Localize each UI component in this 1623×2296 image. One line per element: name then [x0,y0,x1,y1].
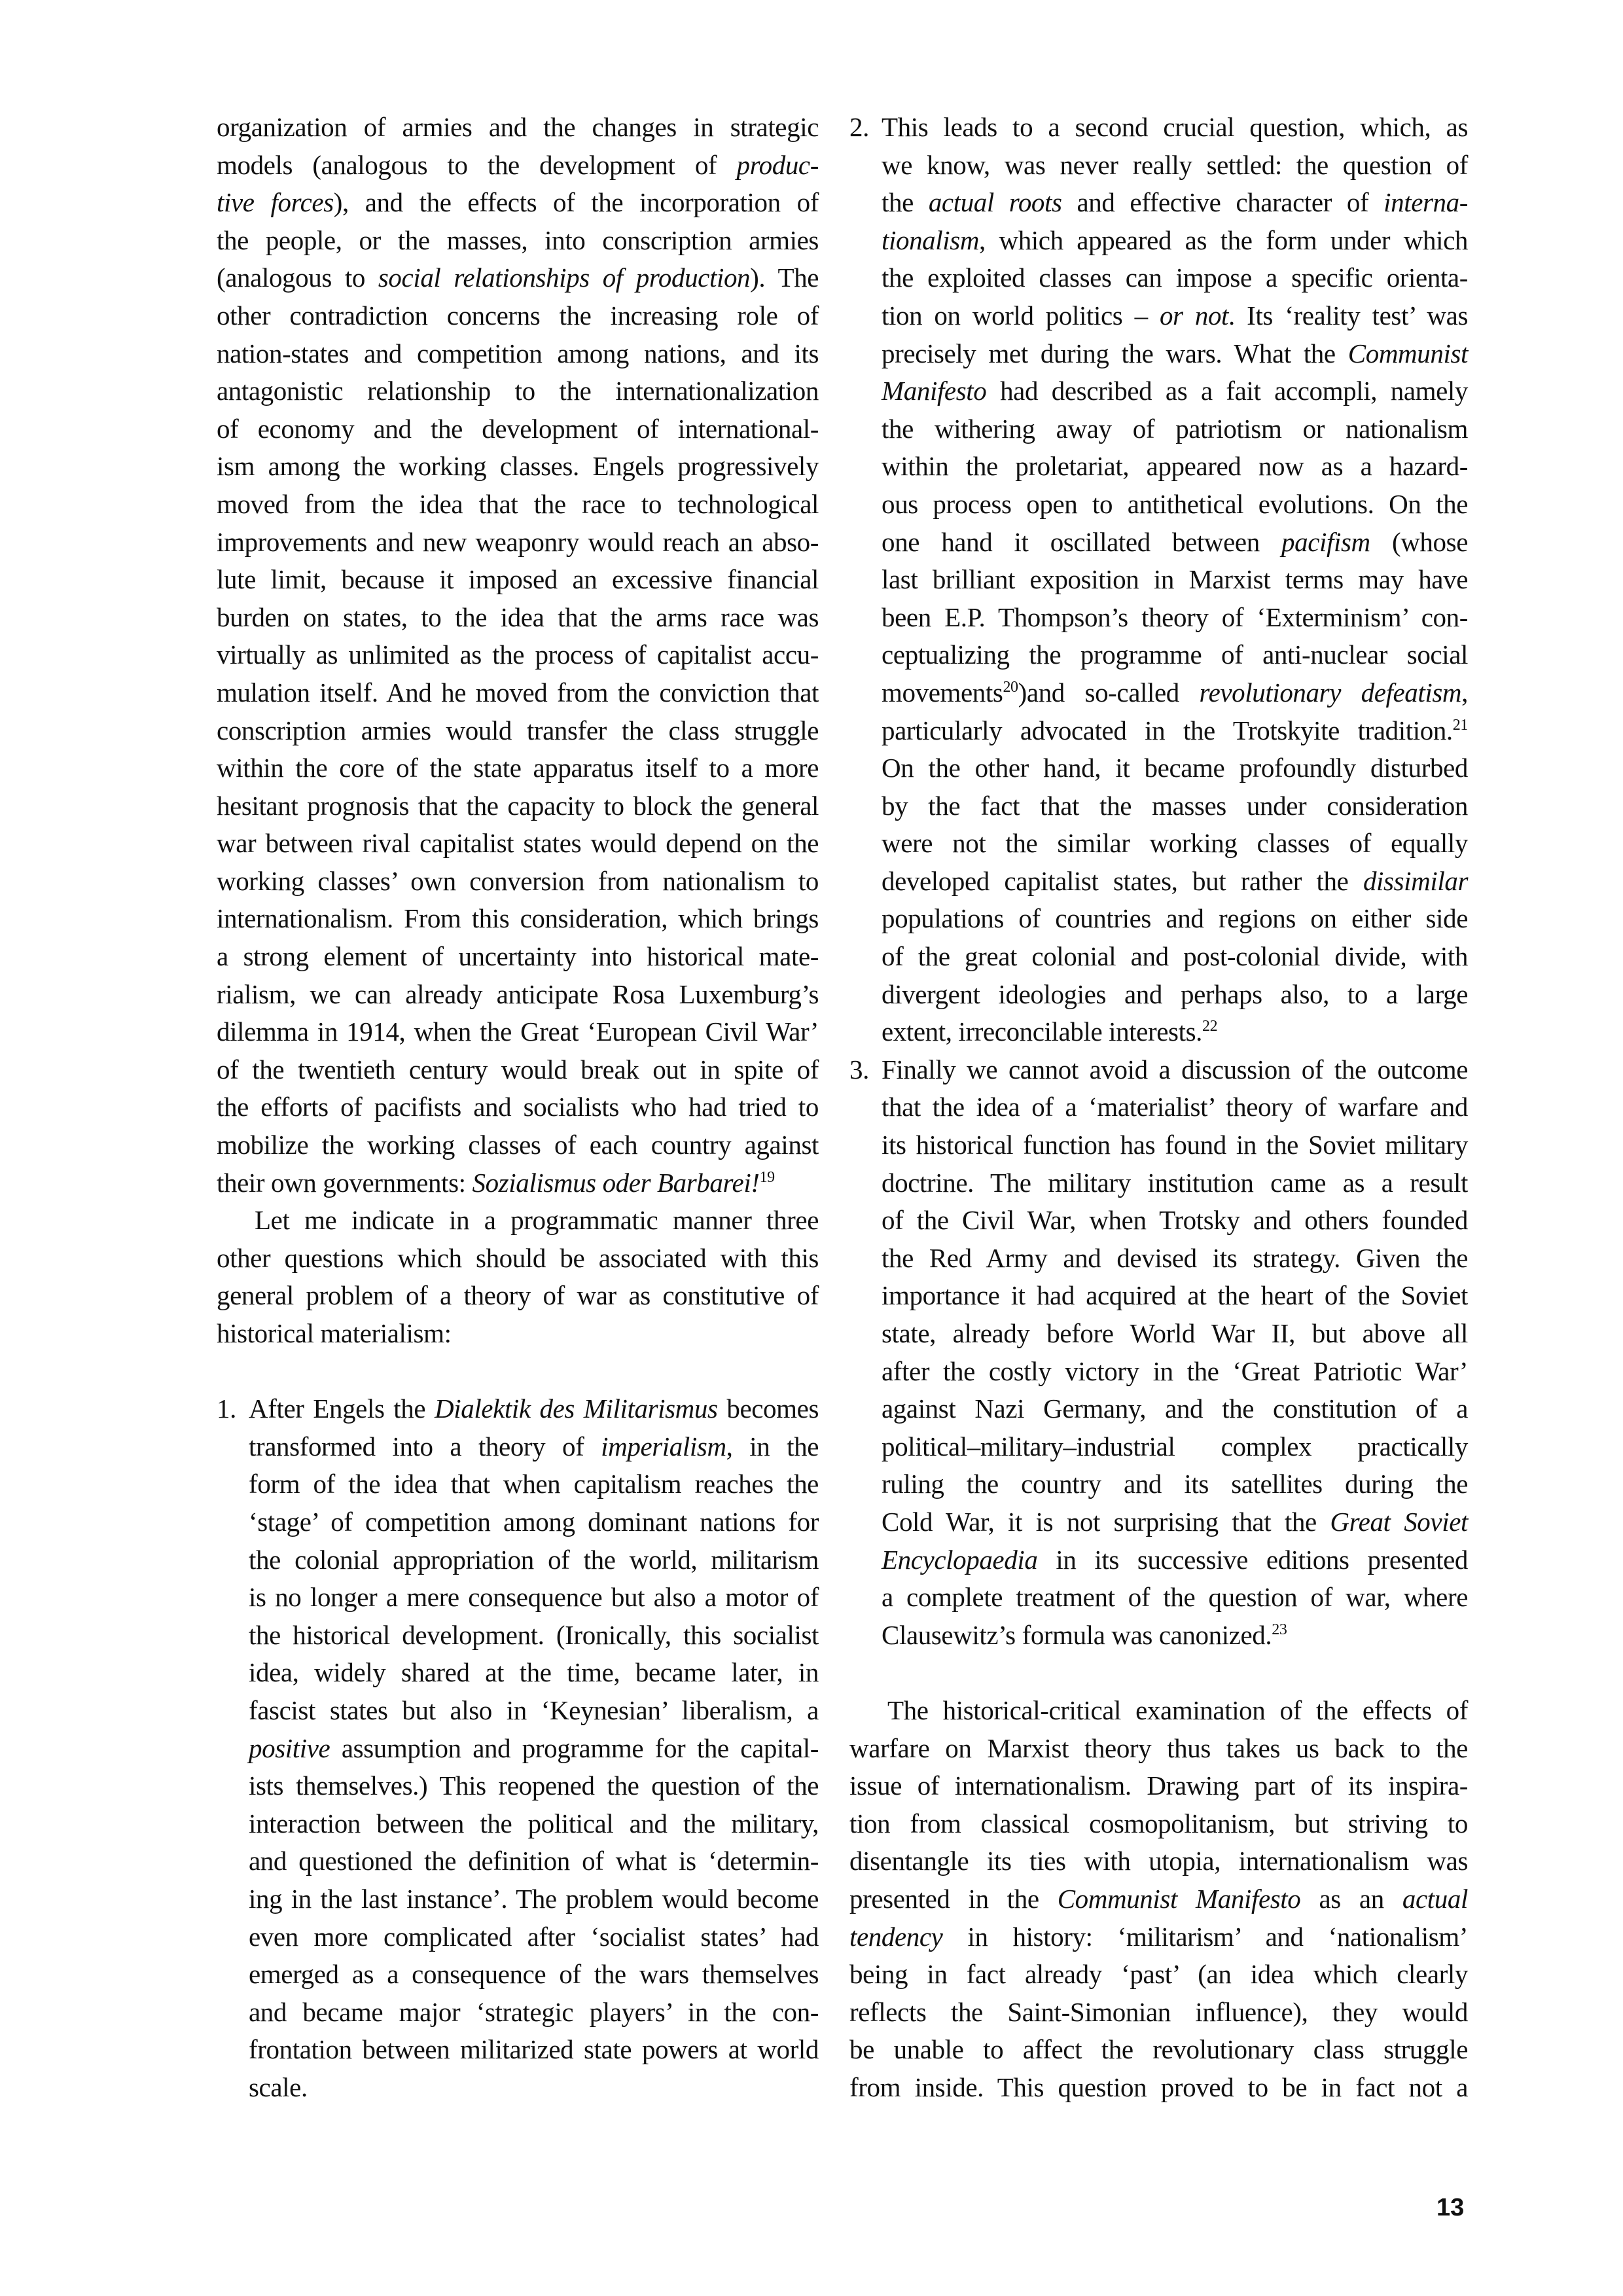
numbered-list-item [849,109,1468,1051]
italic-text: interna- [1383,187,1469,218]
text-line: the exploited classes can impose a specific orienta- [882,262,1468,293]
italic-text: dissimilar [1363,865,1468,896]
paragraph [217,1202,819,1352]
text-line: one hand it oscillated between pacifism (whose [882,526,1468,557]
text-line: the Red Army and devised its strategy. Given the [882,1242,1468,1273]
text-line: tendency in history: ‘militarism’ and ‘nationalism’ [849,1921,1468,1952]
text-line: movements$^{20}$)and so-called revolutionary defeatism, [882,677,1469,708]
text-line: mobilize the working classes of each country against [217,1130,819,1160]
text-line: ‘stage’ of competition among dominant nations for [249,1506,819,1537]
text-line: last brilliant exposition in Marxist terms may have [882,564,1468,595]
text-line: war between rival capitalist states would depend on the [217,828,819,859]
text-line: and became major ‘strategic players’ in the con- [249,1996,819,2027]
italic-text: Dialektik des Militarismus [435,1393,718,1424]
paragraph [849,1692,1468,2107]
text-line: internationalism. From this consideration, which brings [217,903,819,934]
text-line: within the proletariat, appeared now as a hazard- [882,451,1468,482]
text-line: On the other hand, it became profoundly disturbed [882,753,1468,783]
text-line: general problem of a theory of war as constitutive of [217,1280,819,1311]
text-line: organization of armies and the changes in strategic [217,112,819,142]
text-line: precisely met during the wars. What the Communist [882,338,1468,368]
text-line: Clausewitz’s formula was canonized.$^{23}$ [882,1619,1287,1650]
italic-text: actual [1402,1883,1468,1914]
text-line: virtually as unlimited as the process of capitalist accu- [217,639,819,670]
text-line: state, already before World War II, but above all [882,1318,1468,1348]
text-line: rialism, we can already anticipate Rosa Luxemburg’s [217,978,819,1009]
footnote-reference[interactable]: 23 [1272,1621,1287,1638]
text-line: ous process open to antithetical evolutions. On the [882,488,1468,519]
text-line: improvements and new weaponry would reach an abso- [217,526,819,557]
text-line: particularly advocated in the Trotskyite tradition.$^{21}$ [882,715,1468,745]
text-line: interaction between the political and the military, [249,1808,819,1839]
text-line: (analogous to social relationships of production). The [217,262,819,293]
text-line: ing in the last instance’. The problem would become [249,1883,819,1914]
text-line: tion on world politics – or not. Its ‘reality test’ was [882,300,1468,331]
text-line: mulation itself. And he moved from the conviction that [217,677,819,708]
text-line: by the fact that the masses under consideration [882,790,1468,821]
text-line: lute limit, because it imposed an excessive financial [217,564,819,595]
text-line: models (analogous to the development of produc- [217,149,819,180]
text-line: historical materialism: [217,1318,452,1348]
list-number: 2. [849,112,869,142]
text-line: transformed into a theory of imperialism, in the [249,1431,819,1462]
italic-text: Great Soviet [1330,1506,1468,1537]
text-line: we know, was never really settled: the question of [882,149,1468,180]
text-line: ists themselves.) This reopened the question of the [249,1770,819,1801]
text-line: emerged as a consequence of the wars themselves [249,1959,819,1990]
footnote-reference[interactable]: 20 [1003,678,1018,696]
text-line: tionalism, which appeared as the form under which [882,224,1468,255]
italic-text: actual roots [928,187,1062,218]
text-line: after the costly victory in the ‘Great Patriotic War’ [882,1355,1468,1386]
text-line: political–military–industrial complex practically [882,1431,1468,1462]
text-line: idea, widely shared at the time, became later, in [249,1657,819,1688]
text-line: other contradiction concerns the increasing role of [217,300,819,331]
text-line: the people, or the masses, into conscription armies [217,224,819,255]
italic-text: Encyclopaedia [882,1544,1038,1575]
italic-text: tive forces [217,187,334,218]
text-line: antagonistic relationship to the internationalization [217,376,819,406]
right-column [849,109,1468,2106]
text-line: frontation between militarized state powers at world [249,2034,819,2065]
italic-text: positive [249,1732,330,1763]
italic-text: revolutionary defeatism [1199,677,1462,708]
italic-text: produc- [736,149,819,180]
text-line: hesitant prognosis that the capacity to block the general [217,790,819,821]
text-line: the actual roots and effective character of interna- [882,187,1469,218]
italic-text: imperialism [601,1431,726,1462]
text-line: the colonial appropriation of the world, militarism [249,1544,819,1575]
italic-text: Manifesto [882,376,987,406]
footnote-reference[interactable]: 19 [759,1168,775,1186]
text-line: within the core of the state apparatus itself to a more [217,753,819,783]
text-line: being in fact already ‘past’ (an idea which clearly [849,1959,1468,1990]
text-line: 1. After Engels the Dialektik des Militarismus becomes [217,1390,819,1428]
text-line: of the Civil War, when Trotsky and others founded [882,1205,1468,1236]
text-line: conscription armies would transfer the class struggle [217,715,819,745]
footnote-reference[interactable]: 21 [1452,716,1468,734]
text-line: its historical function has found in the Soviet military [882,1130,1468,1160]
list-number: 1. [217,1393,236,1424]
italic-text: Sozialismus oder Barbarei! [472,1167,760,1198]
text-line: been E.P. Thompson’s theory of ‘Exterminism’ con- [882,601,1468,632]
list-number: 3. [849,1054,869,1085]
text-line: presented in the Communist Manifesto as an actual [849,1883,1468,1914]
text-line: 2. This leads to a second crucial question, which, as [849,109,1468,147]
text-line: Let me indicate in a programmatic manner three [255,1205,819,1236]
text-line: tion from classical cosmopolitanism, but striving to [849,1808,1468,1839]
text-line: positive assumption and programme for the capital- [249,1732,819,1763]
text-line: reflects the Saint-Simonian influence), they would [849,1996,1468,2027]
italic-text: Communist Manifesto [1057,1883,1301,1914]
footnote-reference[interactable]: 22 [1202,1018,1218,1035]
text-line: The historical-critical examination of the effects of [887,1695,1468,1725]
numbered-list-item [217,1390,819,2106]
left-column [217,109,819,2106]
text-line: even more complicated after ‘socialist states’ had [249,1921,819,1952]
text-line: a complete treatment of the question of war, where [882,1582,1468,1613]
text-line: divergent ideologies and perhaps also, to a large [882,978,1468,1009]
text-line: warfare on Marxist theory thus takes us back to the [849,1732,1468,1763]
text-line: working classes’ own conversion from nationalism to [217,865,819,896]
italic-text: pacifism [1281,526,1370,557]
text-line: of economy and the development of international- [217,413,819,444]
text-line: be unable to affect the revolutionary class struggle [849,2034,1468,2065]
text-line: doctrine. The military institution came as a result [882,1167,1468,1198]
italic-text: tendency [849,1921,943,1952]
text-line: the efforts of pacifists and socialists who had tried to [217,1092,819,1122]
paragraph [217,109,819,1202]
text-line: is no longer a mere consequence but also a motor of [249,1582,819,1613]
text-line: burden on states, to the idea that the arms race was [217,601,819,632]
spacer [849,1654,1468,1692]
text-line: disentangle its ties with utopia, internationalism was [849,1846,1468,1876]
text-line: of the twentieth century would break out in spite of [217,1054,819,1085]
text-line: fascist states but also in ‘Keynesian’ liberalism, a [249,1695,819,1725]
text-line: tive forces), and the effects of the incorporation of [217,187,819,218]
text-line: Cold War, it is not surprising that the Great Soviet [882,1506,1468,1537]
text-line: against Nazi Germany, and the constitution of a [882,1393,1468,1424]
text-line: ceptualizing the programme of anti-nuclear social [882,639,1468,670]
text-line: 3. Finally we cannot avoid a discussion of the outcome [849,1051,1468,1089]
text-line: other questions which should be associated with this [217,1242,819,1273]
page-number: 13 [1436,2194,1465,2221]
text-line: from inside. This question proved to be in fact not a [849,2072,1468,2102]
text-line: moved from the idea that the race to technological [217,488,819,519]
text-line: the withering away of patriotism or nationalism [882,413,1468,444]
italic-text: tionalism [882,224,980,255]
text-line: and questioned the definition of what is ‘determin- [249,1846,819,1876]
italic-text: or not [1159,300,1229,331]
text-line: that the idea of a ‘materialist’ theory of warfare and [882,1092,1468,1122]
text-line: importance it had acquired at the heart of the Soviet [882,1280,1468,1311]
text-line: developed capitalist states, but rather the dissimilar [882,865,1468,896]
text-line: ruling the country and its satellites during the [882,1469,1468,1499]
italic-text: social relationships of production [378,262,751,293]
text-line: Manifesto had described as a fait accompli, namely [882,376,1468,406]
spacer [217,1353,819,1391]
numbered-list-item [849,1051,1468,1655]
text-line: nation-states and competition among nations, and its [217,338,819,368]
text-line: were not the similar working classes of equally [882,828,1468,859]
text-line: extent, irreconcilable interests.$^{22}$ [882,1016,1218,1047]
text-line: Encyclopaedia in its successive editions presented [882,1544,1468,1575]
text-line: the historical development. (Ironically, this socialist [249,1619,819,1650]
text-line: issue of internationalism. Drawing part of its inspira- [849,1770,1468,1801]
text-line: dilemma in 1914, when the Great ‘European Civil War’ [217,1016,819,1047]
text-line: of the great colonial and post-colonial divide, with [882,941,1468,972]
text-line: populations of countries and regions on either side [882,903,1468,934]
text-line: ism among the working classes. Engels progressively [217,451,819,482]
italic-text: Communist [1347,338,1468,368]
text-line: a strong element of uncertainty into historical mate- [217,941,819,972]
text-line: form of the idea that when capitalism reaches the [249,1469,819,1499]
text-line: scale. [249,2072,308,2102]
text-line: their own governments: Sozialismus oder Barbarei!$^{19}$ [217,1167,775,1198]
